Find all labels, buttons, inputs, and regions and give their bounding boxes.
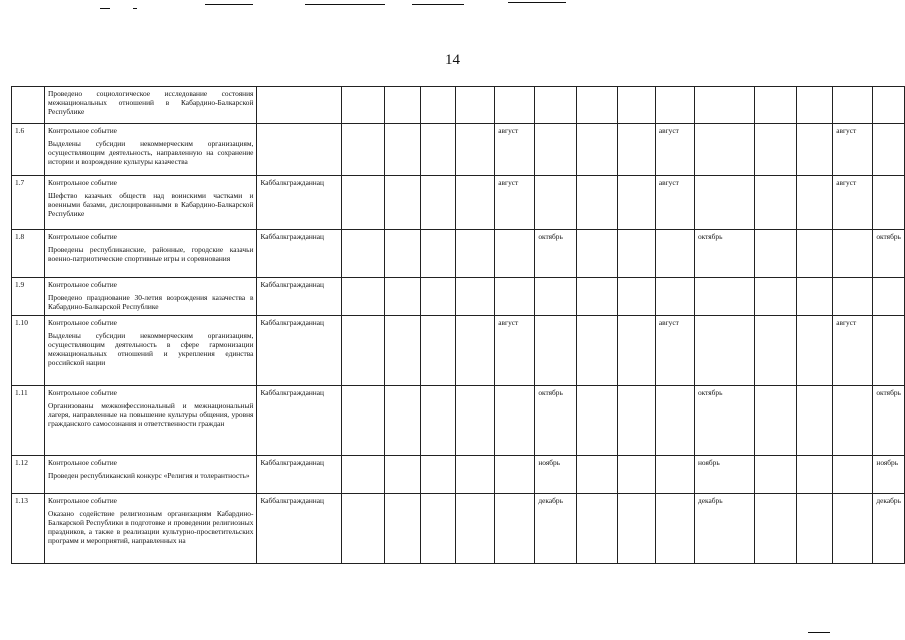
event-description: Проведены республиканские, районные, городские казачьи военно-патриотические спортивные игры и соревнования bbox=[48, 245, 254, 263]
schedule-cell bbox=[833, 494, 873, 564]
schedule-cell bbox=[694, 316, 754, 386]
schedule-cell bbox=[655, 386, 694, 456]
schedule-cell bbox=[754, 386, 796, 456]
schedule-cell bbox=[342, 176, 384, 230]
schedule-cell bbox=[618, 386, 656, 456]
table-row bbox=[12, 87, 905, 124]
plan-table-body bbox=[12, 87, 905, 564]
schedule-cell bbox=[495, 230, 535, 278]
event-cell bbox=[45, 124, 257, 176]
event-description: Проведено празднование 30-летия возрождения казачества в Кабардино-Балкарской Республике bbox=[48, 293, 254, 311]
schedule-cell bbox=[873, 176, 905, 230]
executor-cell: Каббалкгражданнац bbox=[257, 176, 342, 230]
schedule-cell bbox=[576, 278, 617, 316]
row-number: 1.7 bbox=[12, 176, 45, 230]
schedule-cell bbox=[342, 230, 384, 278]
scan-artifact bbox=[412, 4, 464, 5]
schedule-cell bbox=[797, 230, 833, 278]
row-number: 1.13 bbox=[12, 494, 45, 564]
executor-cell: Каббалкгражданнац bbox=[257, 278, 342, 316]
schedule-cell bbox=[342, 124, 384, 176]
table-row bbox=[12, 316, 905, 386]
event-title: Контрольное событие bbox=[48, 232, 117, 241]
schedule-cell bbox=[455, 87, 495, 124]
schedule-cell: август bbox=[833, 124, 873, 176]
schedule-cell: ноябрь bbox=[873, 456, 905, 494]
schedule-cell bbox=[535, 278, 576, 316]
schedule-cell bbox=[754, 230, 796, 278]
schedule-cell bbox=[576, 316, 617, 386]
scan-artifact bbox=[133, 8, 137, 9]
schedule-cell bbox=[495, 456, 535, 494]
schedule-cell bbox=[694, 124, 754, 176]
scan-artifact bbox=[205, 4, 253, 5]
schedule-cell bbox=[618, 316, 656, 386]
event-description: Организованы межконфессиональный и межнациональный лагеря, направленные на повышение культуры общения, уровня гражданского самосознания и ответственности граждан bbox=[48, 401, 254, 428]
schedule-cell bbox=[342, 87, 384, 124]
page-number: 14 bbox=[445, 52, 460, 68]
schedule-cell bbox=[384, 456, 420, 494]
schedule-cell bbox=[576, 456, 617, 494]
scan-artifact bbox=[305, 4, 385, 5]
schedule-cell bbox=[797, 278, 833, 316]
event-cell bbox=[45, 87, 257, 124]
table-row bbox=[12, 456, 905, 494]
schedule-cell bbox=[873, 87, 905, 124]
schedule-cell bbox=[873, 278, 905, 316]
schedule-cell bbox=[655, 456, 694, 494]
schedule-cell bbox=[384, 230, 420, 278]
schedule-cell bbox=[342, 456, 384, 494]
schedule-cell: август bbox=[495, 316, 535, 386]
schedule-cell: ноябрь bbox=[535, 456, 576, 494]
table-row bbox=[12, 176, 905, 230]
schedule-cell bbox=[754, 87, 796, 124]
schedule-cell bbox=[535, 87, 576, 124]
schedule-cell bbox=[384, 278, 420, 316]
schedule-cell: октябрь bbox=[694, 386, 754, 456]
schedule-cell bbox=[342, 278, 384, 316]
schedule-cell bbox=[420, 386, 455, 456]
schedule-cell bbox=[535, 124, 576, 176]
event-cell bbox=[45, 386, 257, 456]
schedule-cell bbox=[833, 87, 873, 124]
row-number: 1.8 bbox=[12, 230, 45, 278]
schedule-cell bbox=[495, 278, 535, 316]
schedule-cell: декабрь bbox=[873, 494, 905, 564]
schedule-cell bbox=[420, 230, 455, 278]
row-number: 1.9 bbox=[12, 278, 45, 316]
schedule-cell: август bbox=[495, 124, 535, 176]
schedule-cell bbox=[618, 278, 656, 316]
schedule-cell bbox=[833, 230, 873, 278]
schedule-cell bbox=[694, 278, 754, 316]
schedule-cell: октябрь bbox=[694, 230, 754, 278]
schedule-cell bbox=[455, 386, 495, 456]
schedule-cell bbox=[495, 87, 535, 124]
schedule-cell bbox=[618, 124, 656, 176]
schedule-cell bbox=[618, 176, 656, 230]
event-description: Проведен республиканский конкурс «Религия и толерантность» bbox=[48, 471, 250, 480]
schedule-cell: август bbox=[655, 176, 694, 230]
schedule-cell bbox=[455, 316, 495, 386]
schedule-cell bbox=[754, 176, 796, 230]
table-row bbox=[12, 494, 905, 564]
schedule-cell bbox=[384, 176, 420, 230]
schedule-cell bbox=[694, 87, 754, 124]
schedule-cell bbox=[576, 494, 617, 564]
schedule-cell bbox=[754, 316, 796, 386]
schedule-cell bbox=[618, 230, 656, 278]
schedule-cell bbox=[873, 316, 905, 386]
schedule-cell bbox=[797, 456, 833, 494]
scan-artifact bbox=[100, 8, 110, 9]
executor-cell: Каббалкгражданнац bbox=[257, 386, 342, 456]
schedule-cell bbox=[455, 176, 495, 230]
schedule-cell bbox=[342, 386, 384, 456]
schedule-cell: август bbox=[833, 316, 873, 386]
event-title: Контрольное событие bbox=[48, 388, 117, 397]
plan-table bbox=[11, 86, 905, 564]
schedule-cell bbox=[754, 494, 796, 564]
schedule-cell bbox=[797, 87, 833, 124]
executor-cell bbox=[257, 124, 342, 176]
schedule-cell bbox=[384, 316, 420, 386]
schedule-cell bbox=[384, 124, 420, 176]
schedule-cell bbox=[797, 386, 833, 456]
schedule-cell bbox=[833, 456, 873, 494]
schedule-cell bbox=[618, 494, 656, 564]
schedule-cell: август bbox=[495, 176, 535, 230]
schedule-cell bbox=[833, 278, 873, 316]
schedule-cell bbox=[797, 316, 833, 386]
schedule-cell bbox=[655, 278, 694, 316]
schedule-cell bbox=[420, 87, 455, 124]
event-title: Контрольное событие bbox=[48, 126, 117, 135]
row-number: 1.11 bbox=[12, 386, 45, 456]
executor-cell: Каббалкгражданнац bbox=[257, 494, 342, 564]
row-number bbox=[12, 87, 45, 124]
schedule-cell bbox=[873, 124, 905, 176]
event-cell bbox=[45, 494, 257, 564]
schedule-cell: декабрь bbox=[535, 494, 576, 564]
schedule-cell bbox=[384, 494, 420, 564]
schedule-cell: август bbox=[655, 124, 694, 176]
event-cell bbox=[45, 176, 257, 230]
event-cell bbox=[45, 316, 257, 386]
executor-cell: Каббалкгражданнац bbox=[257, 316, 342, 386]
event-cell bbox=[45, 456, 257, 494]
event-title: Контрольное событие bbox=[48, 178, 117, 187]
schedule-cell bbox=[455, 456, 495, 494]
schedule-cell bbox=[576, 386, 617, 456]
schedule-cell bbox=[535, 316, 576, 386]
schedule-cell bbox=[455, 230, 495, 278]
event-title: Контрольное событие bbox=[48, 458, 117, 467]
schedule-cell bbox=[754, 124, 796, 176]
schedule-cell bbox=[495, 494, 535, 564]
event-title: Контрольное событие bbox=[48, 318, 117, 327]
event-cell bbox=[45, 278, 257, 316]
schedule-cell bbox=[754, 278, 796, 316]
schedule-cell bbox=[618, 456, 656, 494]
event-title: Контрольное событие bbox=[48, 496, 117, 505]
schedule-cell bbox=[535, 176, 576, 230]
row-number: 1.12 bbox=[12, 456, 45, 494]
event-description: Шефство казачьих обществ над воинскими частками и военными базами, дислоцированными в Кабардино-Балкарской Республике bbox=[48, 191, 254, 218]
schedule-cell: август bbox=[833, 176, 873, 230]
schedule-cell bbox=[655, 494, 694, 564]
schedule-cell bbox=[420, 316, 455, 386]
event-title: Контрольное событие bbox=[48, 280, 117, 289]
table-row bbox=[12, 278, 905, 316]
schedule-cell bbox=[420, 278, 455, 316]
schedule-cell bbox=[576, 124, 617, 176]
row-number: 1.10 bbox=[12, 316, 45, 386]
schedule-cell bbox=[455, 124, 495, 176]
schedule-cell: октябрь bbox=[873, 386, 905, 456]
schedule-cell bbox=[576, 230, 617, 278]
schedule-cell: ноябрь bbox=[694, 456, 754, 494]
schedule-cell bbox=[420, 124, 455, 176]
executor-cell: Каббалкгражданнац bbox=[257, 456, 342, 494]
schedule-cell bbox=[455, 278, 495, 316]
schedule-cell bbox=[797, 124, 833, 176]
schedule-cell bbox=[833, 386, 873, 456]
event-description: Выделены субсидии некоммерческим организациям, осуществляющим деятельность в сфере гармонизации межнациональных отношений и укрепления единства российской нации bbox=[48, 331, 254, 367]
schedule-cell bbox=[576, 87, 617, 124]
schedule-cell bbox=[797, 494, 833, 564]
event-description: Выделены субсидии некоммерческим организациям, осуществляющим деятельность, направленную на сохранение истории и возрождение культуры казачества bbox=[48, 139, 254, 166]
event-description: Проведено социологическое исследование состояния межнациональных отношений в Кабардино-Балкарской Республике bbox=[48, 89, 254, 116]
scan-artifact bbox=[508, 2, 566, 3]
schedule-cell bbox=[420, 456, 455, 494]
table-row bbox=[12, 124, 905, 176]
schedule-cell: декабрь bbox=[694, 494, 754, 564]
schedule-cell bbox=[420, 176, 455, 230]
schedule-cell bbox=[655, 87, 694, 124]
table-row bbox=[12, 230, 905, 278]
schedule-cell bbox=[754, 456, 796, 494]
scan-artifact bbox=[808, 632, 830, 633]
event-cell bbox=[45, 230, 257, 278]
schedule-cell: октябрь bbox=[873, 230, 905, 278]
schedule-cell bbox=[342, 316, 384, 386]
schedule-cell bbox=[495, 386, 535, 456]
executor-cell: Каббалкгражданнац bbox=[257, 230, 342, 278]
schedule-cell bbox=[384, 87, 420, 124]
executor-cell bbox=[257, 87, 342, 124]
table-row bbox=[12, 386, 905, 456]
schedule-cell bbox=[618, 87, 656, 124]
schedule-cell: октябрь bbox=[535, 230, 576, 278]
schedule-cell bbox=[384, 386, 420, 456]
schedule-cell bbox=[420, 494, 455, 564]
schedule-cell bbox=[455, 494, 495, 564]
schedule-cell: август bbox=[655, 316, 694, 386]
schedule-cell bbox=[342, 494, 384, 564]
schedule-cell bbox=[797, 176, 833, 230]
event-description: Оказано содействие религиозным организациям Кабардино-Балкарской Республики в подготовке и проведении религиозных праздников, а также в реализации культурно-просветительских программ и мероприятий, направленных на bbox=[48, 509, 254, 545]
schedule-cell bbox=[655, 230, 694, 278]
row-number: 1.6 bbox=[12, 124, 45, 176]
schedule-cell: октябрь bbox=[535, 386, 576, 456]
schedule-cell bbox=[576, 176, 617, 230]
schedule-cell bbox=[694, 176, 754, 230]
